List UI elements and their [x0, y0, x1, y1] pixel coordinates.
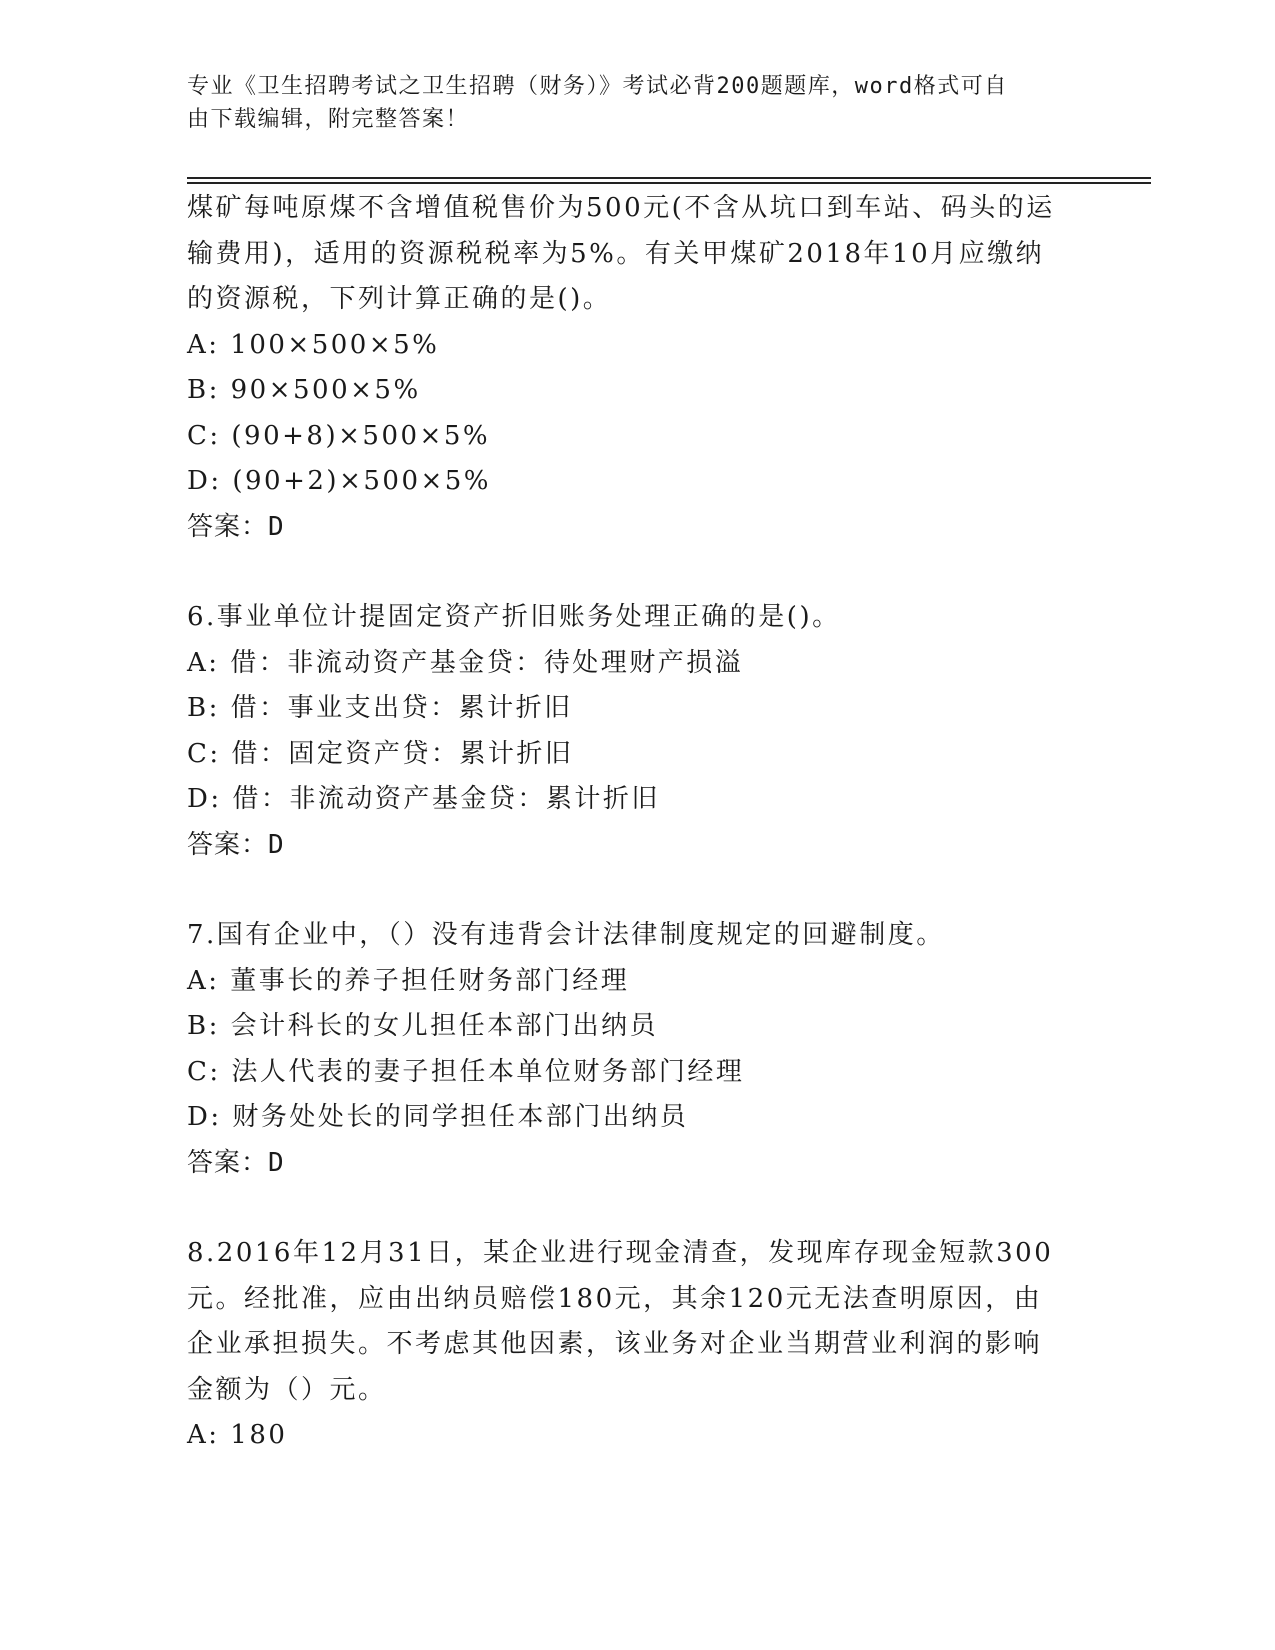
question-stem-line: 金额为（）元。 [187, 1374, 387, 1405]
spacer [187, 550, 1077, 595]
document-header [187, 70, 1067, 136]
option-c: C: 借：固定资产贷：累计折旧 [187, 738, 574, 769]
header-rule-bottom [187, 182, 1151, 184]
option-c: C: 法人代表的妻子担任本单位财务部门经理 [187, 1056, 745, 1087]
option-d: D: 财务处处长的同学担任本部门出纳员 [187, 1102, 689, 1132]
answer-label: 答案：D [187, 829, 285, 860]
option-a: A: 借：非流动资产基金贷：待处理财产损溢 [187, 647, 744, 678]
question-5 [187, 186, 1077, 550]
spacer [187, 868, 1077, 913]
option-a: A: 180 [187, 1420, 288, 1450]
question-stem-line: 7.国有企业中，（）没有违背会计法律制度规定的回避制度。 [187, 920, 945, 950]
option-d: D: 借：非流动资产基金贷：累计折旧 [187, 784, 660, 814]
question-6 [187, 595, 1077, 868]
answer-label: 答案：D [187, 511, 285, 542]
header-line-1: 专业《卫生招聘考试之卫生招聘（财务）》考试必背200题题库，word格式可自 [187, 74, 1008, 99]
option-b: B: 会计科长的女儿担任本部门出纳员 [187, 1011, 659, 1041]
question-stem-line: 8.2016年12月31日，某企业进行现金清查，发现库存现金短款300 [187, 1238, 1054, 1268]
option-a: A: 100×500×5% [187, 329, 440, 360]
question-stem-line: 元。经批准，应由出纳员赔偿180元，其余120元无法查明原因，由 [187, 1283, 1043, 1314]
spacer [187, 1186, 1077, 1231]
option-a: A: 董事长的养子担任财务部门经理 [187, 965, 630, 996]
question-stem-line: 6.事业单位计提固定资产折旧账务处理正确的是()。 [187, 602, 841, 632]
option-b: B: 90×500×5% [187, 375, 421, 405]
header-rule-top [187, 177, 1151, 179]
option-b: B: 借：事业支出贷：累计折旧 [187, 693, 573, 723]
option-d: D: (90+2)×500×5% [187, 466, 492, 496]
option-c: C: (90+8)×500×5% [187, 420, 491, 451]
question-content [187, 186, 1077, 1459]
question-stem-line: 的资源税，下列计算正确的是()。 [187, 284, 612, 314]
header-line-2: 由下载编辑，附完整答案！ [187, 107, 470, 132]
answer-label: 答案：D [187, 1147, 285, 1178]
question-8 [187, 1231, 1077, 1459]
question-stem-line: 煤矿每吨原煤不含增值税售价为500元(不含从坑口到车站、码头的运 [187, 193, 1055, 223]
question-stem-line: 企业承担损失。不考虑其他因素，该业务对企业当期营业利润的影响 [187, 1329, 1043, 1359]
question-stem-line: 输费用)，适用的资源税税率为5%。有关甲煤矿2018年10月应缴纳 [187, 238, 1045, 269]
question-7 [187, 913, 1077, 1186]
